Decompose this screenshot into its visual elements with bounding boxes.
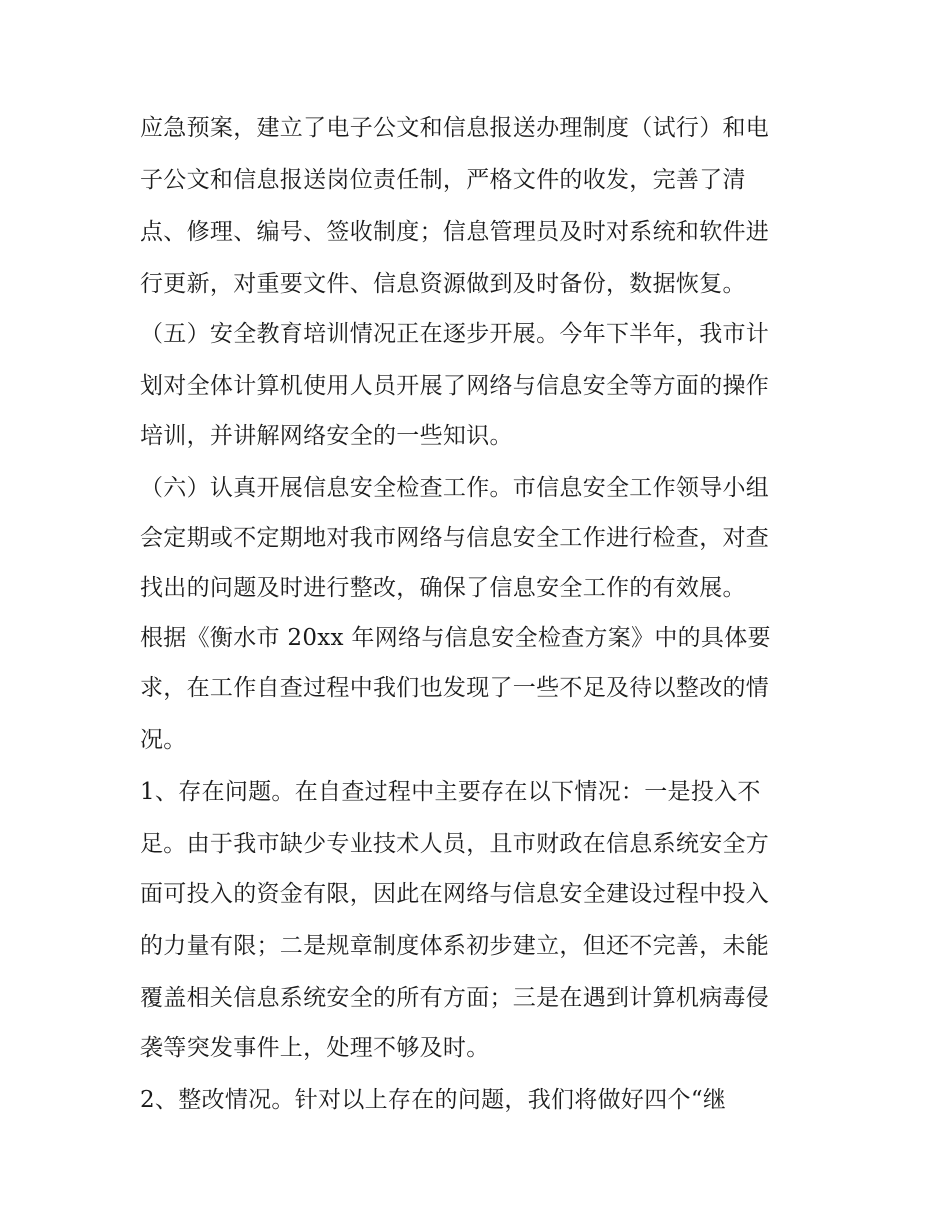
text-line: 况。 — [140, 727, 187, 753]
text-line: 袭等突发事件上，处理不够及时。 — [140, 1035, 490, 1061]
text-line: 面可投入的资金有限，因此在网络与信息安全建设过程中投入 — [140, 881, 770, 907]
text-line: 划对全体计算机使用人员开展了网络与信息安全等方面的操作 — [140, 373, 770, 399]
rectification-item-2: 2、整改情况。针对以上存在的问题，我们将做好四个“继 — [140, 1087, 727, 1113]
text-line: 求，在工作自查过程中我们也发现了一些不足及待以整改的情 — [140, 675, 770, 701]
section-heading-five: （五）安全教育培训情况正在逐步开展。今年下半年，我市计 — [140, 321, 770, 347]
text-line: 子公文和信息报送岗位责任制，严格文件的收发，完善了清 — [140, 167, 746, 193]
text-line: 会定期或不定期地对我市网络与信息安全工作进行检查，对查 — [140, 525, 770, 551]
text-line: 找出的问题及时进行整改，确保了信息安全工作的有效展。 — [140, 575, 746, 601]
text-line: 点、修理、编号、签收制度；信息管理员及时对系统和软件进 — [140, 219, 770, 245]
text-line: 行更新，对重要文件、信息资源做到及时备份，数据恢复。 — [140, 271, 746, 297]
problem-item-1: 1、存在问题。在自查过程中主要存在以下情况：一是投入不 — [140, 779, 761, 805]
text-line: 的力量有限；二是规章制度体系初步建立，但还不完善，未能 — [140, 933, 770, 959]
text-line: 培训，并讲解网络安全的一些知识。 — [140, 423, 513, 449]
text-line: 覆盖相关信息系统安全的所有方面；三是在遇到计算机病毒侵 — [140, 985, 770, 1011]
text-line: 应急预案，建立了电子公文和信息报送办理制度（试行）和电 — [140, 115, 770, 141]
text-line: 根据《衡水市 20xx 年网络与信息安全检查方案》中的具体要 — [140, 625, 771, 651]
section-heading-six: （六）认真开展信息安全检查工作。市信息安全工作领导小组 — [140, 475, 770, 501]
text-line: 足。由于我市缺少专业技术人员，且市财政在信息系统安全方 — [140, 831, 770, 857]
